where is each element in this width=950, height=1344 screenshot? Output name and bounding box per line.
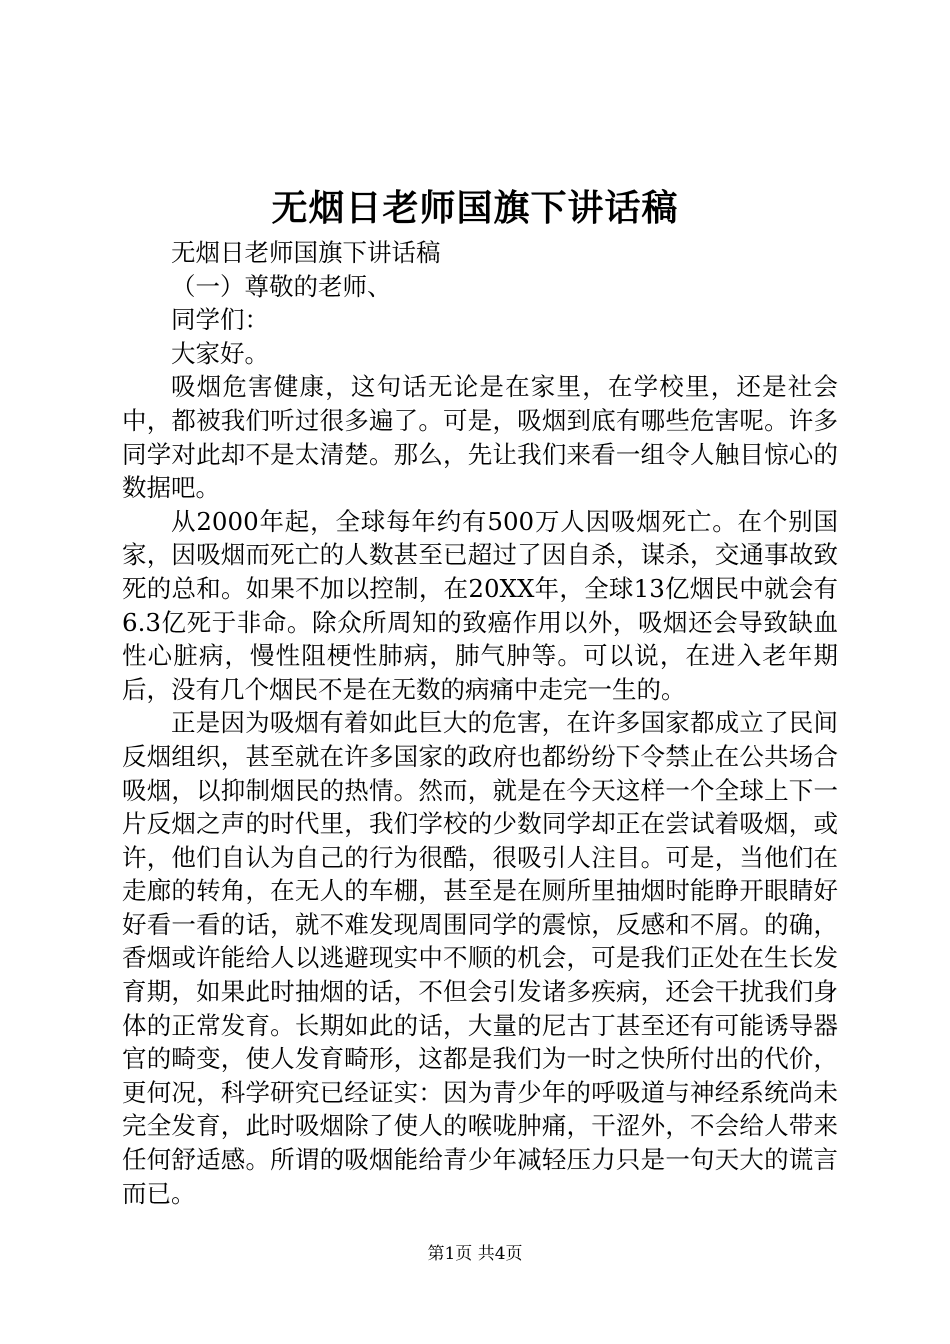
document-title: 无烟日老师国旗下讲话稿	[271, 187, 679, 229]
body-heading-line: 无烟日老师国旗下讲话稿	[171, 238, 441, 267]
greeting-line: 大家好。	[171, 338, 269, 368]
body-paragraph: 正是因为吸烟有着如此巨大的危害，在许多国家都成立了民间反烟组织，甚至就在许多国家的政府也都纷纷下令禁止在公共场合吸烟，以抑制烟民的热情。然而，就是在今天这样一个全球上下一片反烟之声的时代里，我们学校的少数同学却正在尝试着吸烟，或许，他们自认为自己的行为很酷，很吸引人注目。可是，当他们在走廊的转角，在无人的车棚，甚至是在厕所里抽烟时能睁开眼睛好好看一看的话，就不难发现周围同学的震惊，反感和不屑。的确，香烟或许能给人以逃避现实中不顺的机会，可是我们正处在生长发育期，如果此时抽烟的话，不但会引发诸多疾病，还会干扰我们身体的正常发育。长期如此的话，大量的尼古丁甚至还有可能诱导器官的畸变，使人发育畸形，这都是我们为一时之快所付出的代价，更何况，科学研究已经证实：因为青少年的呼吸道与神经系统尚未完全发育，此时吸烟除了使人的喉咙肿痛，干涩外，不会给人带来任何舒适感。所谓的吸烟能给青少年减轻压力只是一句天大的谎言而已。	[122, 708, 838, 1208]
salutation-line-1: （一）尊敬的老师、	[171, 271, 392, 301]
salutation-line-2: 同学们：	[171, 305, 269, 335]
body-paragraph: 从2000年起，全球每年约有500万人因吸烟死亡。在个别国家，因吸烟而死亡的人数甚至已超过了因自杀，谋杀，交通事故致死的总和。如果不加以控制，在20XX年，全球13亿烟民中就会有6.3亿死于非命。除众所周知的致癌作用以外，吸烟还会导致缺血性心脏病，慢性阻梗性肺病，肺气肿等。可以说，在进入老年期后，没有几个烟民不是在无数的病痛中走完一生的。	[122, 506, 838, 704]
body-paragraph: 吸烟危害健康，这句话无论是在家里，在学校里，还是社会中，都被我们听过很多遍了。可是，吸烟到底有哪些危害呢。许多同学对此却不是太清楚。那么，先让我们来看一组令人触目惊心的数据吧。	[122, 372, 838, 503]
page-footer: 第1页 共4页	[427, 1244, 523, 1264]
document-body	[122, 236, 838, 1210]
